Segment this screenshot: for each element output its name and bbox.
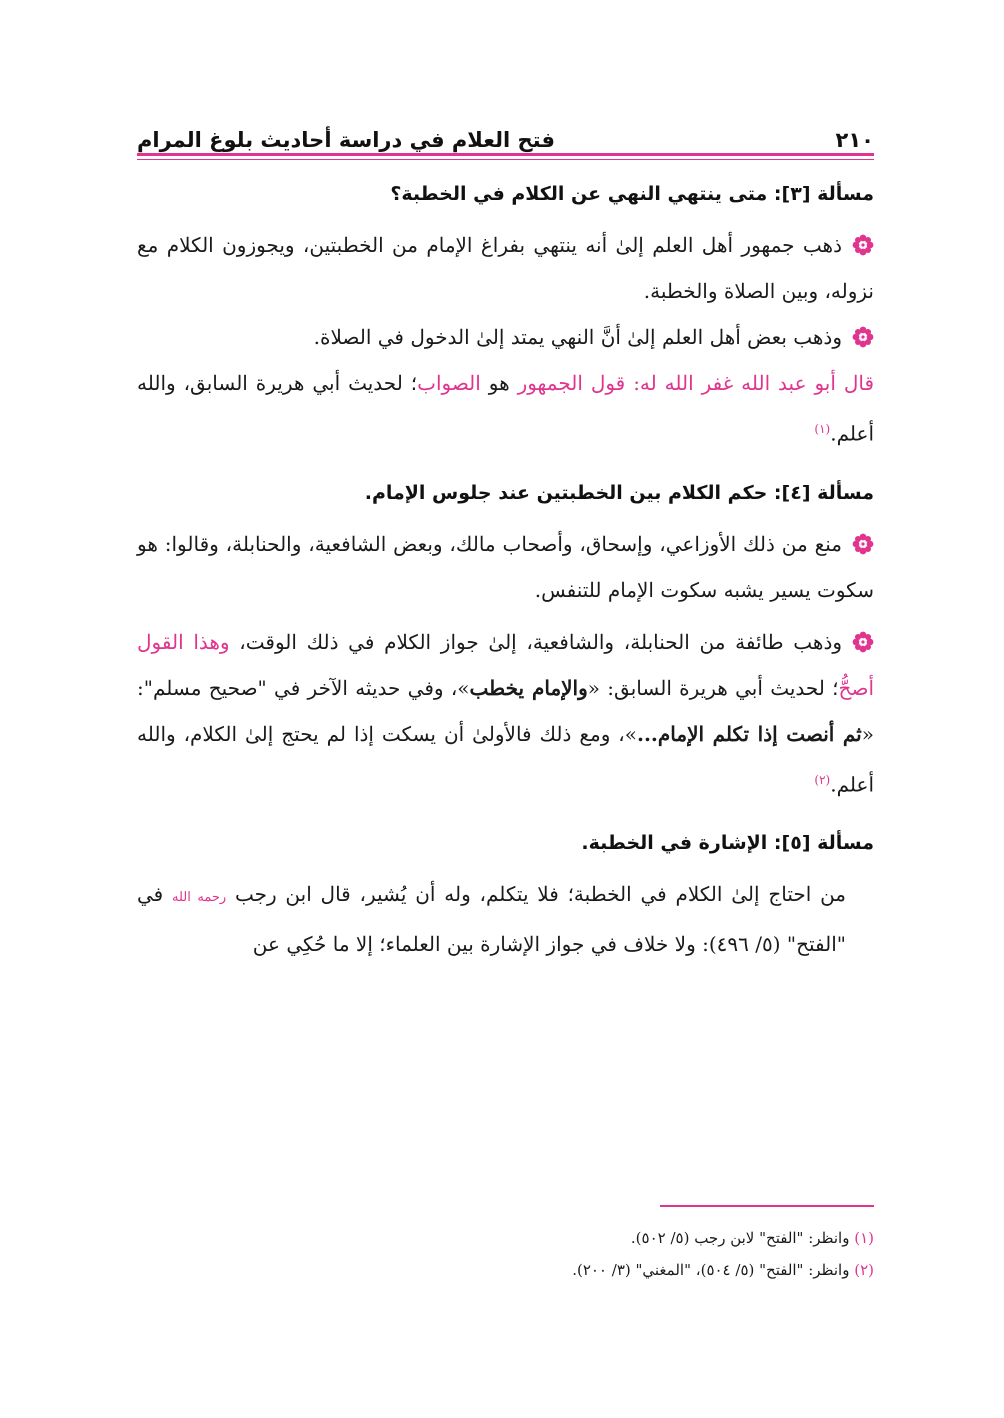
q4-p1-text: منع من ذلك الأوزاعي، وإسحاق، وأصحاب مالك، وبعض الشافعية، والحنابلة، وقالوا: هو سكوت يسير يشبه سكوت الإمام للتنفس. [137,531,874,602]
q4-paragraph-2: وذهب طائفة من الحنابلة، والشافعية، إلىٰ جواز الكلام في ذلك الوقت، وهذا القول أصحُّ؛ لحديث أبي هريرة السابق: «والإمام يخطب»، وفي حديثه الآخر في "صحيح مسلم": «ثم أنصت إذا تكلم الإمام...»، ومع ذلك فالأولىٰ أن يسكت إذا لم يحتج إلىٰ الكلام، والله أعلم.$^{(٢)}$ [137,629,874,797]
footnote-number: (٢) [854,1261,874,1279]
author-note: قال أبو عبد الله غفر الله له: [633,371,875,395]
q4-paragraph-1 [137,521,874,613]
footnote-ref-1[interactable]: (١) [814,422,831,436]
hadith-quote-2: ثم أنصت إذا تكلم الإمام... [636,721,862,746]
honorific: رحمه الله [172,890,227,906]
question-5-heading: مسألة [٥]: الإشارة في الخطبة. [581,832,874,855]
flower-bullet-icon [852,533,874,555]
page-body [137,172,874,967]
majority-opinion: قول الجمهور [517,371,626,395]
flower-bullet-icon [852,234,874,256]
footnote-separator [660,1205,874,1207]
q3-p3-rest: ؛ لحديث أبي هريرة السابق، والله أعلم. [137,371,874,446]
hadith-quote-1: والإمام يخطب [469,675,588,700]
question-3-heading: مسألة [٣]: متى ينتهي النهي عن الكلام في الخطبة؟ [390,183,874,205]
header-rule-thin [137,159,874,160]
question-4-heading: مسألة [٤]: حكم الكلام بين الخطبتين عند جلوس الإمام. [364,481,874,504]
page-number: ٢١٠ [835,128,874,152]
q3-p2-text: وذهب بعض أهل العلم إلىٰ أنَّ النهي يمتد إلىٰ الدخول في الصلاة. [313,325,842,349]
flower-bullet-icon [852,631,874,653]
flower-bullet-icon [852,326,874,348]
book-title: فتح العلام في دراسة أحاديث بلوغ المرام [137,128,555,152]
q3-paragraph-3: قال أبو عبد الله غفر الله له: قول الجمهور هو الصواب؛ لحديث أبي هريرة السابق، والله أعلم.$^{(١)}$ [137,371,875,446]
footnote-text: وانظر: "الفتح" لابن رجب (٥/ ٥٠٢). [630,1229,855,1247]
page-header [137,112,874,152]
footnote-1 [137,1222,874,1254]
q3-paragraph-2 [137,314,874,360]
footnote-number: (١) [854,1229,874,1247]
q3-p1-text: ذهب جمهور أهل العلم إلىٰ أنه ينتهي بفراغ الإمام من الخطبتين، ويجوزون الكلام مع نزوله، وبين الصلاة والخطبة. [137,233,874,303]
header-rule-thick [137,153,874,156]
footnote-ref-2[interactable]: (٢) [814,772,831,787]
footnote-text: وانظر: "الفتح" (٥/ ٥٠٤)، "المغني" (٣/ ٢٠٠). [572,1261,855,1279]
preferred-opinion: وهذا القول أصحُّ [137,629,874,700]
q4-p2-text: وذهب طائفة من الحنابلة، والشافعية، إلىٰ جواز الكلام في ذلك الوقت، [239,629,843,654]
q3-paragraph-1 [137,222,874,314]
correct-label: الصواب [417,371,481,395]
q5-paragraph-1: من احتاج إلىٰ الكلام في الخطبة؛ فلا يتكلم، وله أن يُشير، قال ابن رجب رحمه الله في "الفتح" (٥/ ٤٩٦): ولا خلاف في جواز الإشارة بين العلماء؛ إلا ما حُكِي عن [137,882,847,957]
footnotes [137,1222,874,1286]
footnote-2 [137,1254,874,1286]
